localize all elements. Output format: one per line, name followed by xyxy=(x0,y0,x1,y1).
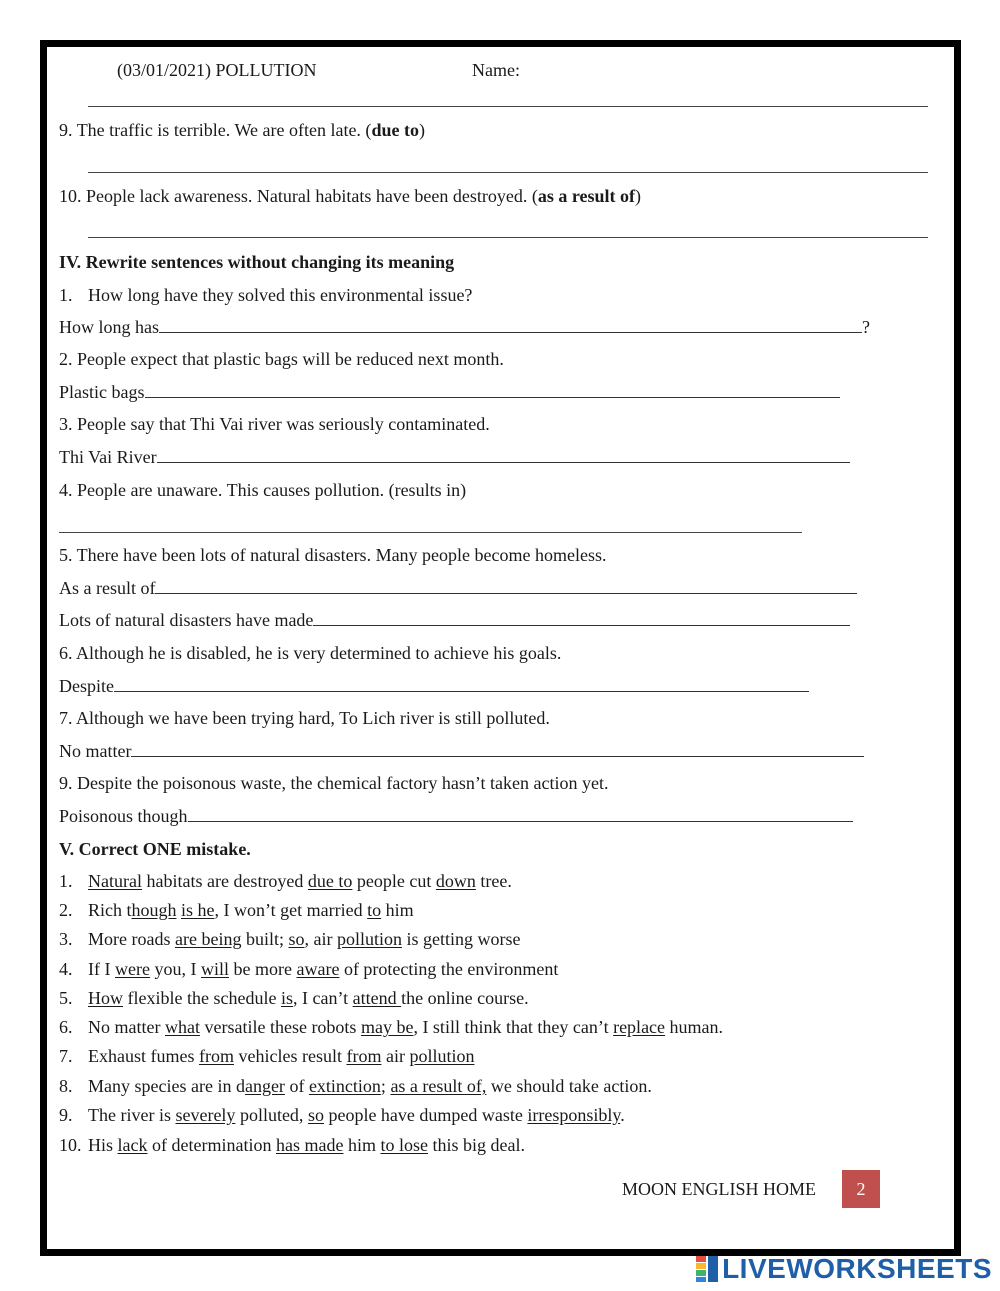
answer-blank[interactable] xyxy=(157,446,850,463)
mistake-item: 7. Exhaust fumes from vehicles result from air pollution xyxy=(59,1046,475,1066)
underlined-option[interactable]: to lose xyxy=(380,1135,428,1155)
underlined-option[interactable]: may be xyxy=(360,1017,414,1037)
mistake-item: 9. The river is severely polluted, so people have dumped waste irresponsibly. xyxy=(59,1105,625,1125)
underlined-option[interactable]: so xyxy=(288,929,305,949)
underlined-option[interactable]: so xyxy=(307,1105,324,1125)
exercise-3-item-10: 10. People lack awareness. Natural habitats have been destroyed. (as a result of) xyxy=(59,186,641,206)
answer-blank[interactable] xyxy=(188,805,853,822)
answer-blank[interactable] xyxy=(159,316,862,333)
worksheet-title: (03/01/2021) POLLUTION xyxy=(117,60,317,80)
rewrite-question-2: 2. People expect that plastic bags will be reduced next month. xyxy=(59,349,504,369)
mistake-item: 3. More roads are being built; so, air pollution is getting worse xyxy=(59,929,521,949)
underlined-option[interactable]: severely xyxy=(175,1105,236,1125)
underlined-option[interactable]: as a result of, xyxy=(390,1076,487,1096)
rewrite-question-9: 9. Despite the poisonous waste, the chemical factory hasn’t taken action yet. xyxy=(59,773,609,793)
answer-line[interactable] xyxy=(88,237,928,238)
answer-blank[interactable] xyxy=(145,381,840,398)
mistake-item: 8. Many species are in danger of extinction; as a result of, we should take action. xyxy=(59,1076,652,1096)
underlined-option[interactable]: attend xyxy=(352,988,402,1008)
underlined-option[interactable]: from xyxy=(346,1046,382,1066)
underlined-option[interactable]: down xyxy=(435,871,476,891)
rewrite-answer-6: Despite xyxy=(59,675,809,697)
footer-brand: MOON ENGLISH HOME xyxy=(622,1179,816,1199)
underlined-option[interactable]: pollution xyxy=(409,1046,475,1066)
section-5-title: V. Correct ONE mistake. xyxy=(59,839,251,859)
rewrite-question-3: 3. People say that Thi Vai river was seriously contaminated. xyxy=(59,414,490,434)
rewrite-answer-1: How long has ? xyxy=(59,317,870,337)
rewrite-question-1: 1. How long have they solved this environmental issue? xyxy=(59,285,473,305)
answer-blank[interactable] xyxy=(114,675,809,692)
underlined-option[interactable]: what xyxy=(164,1017,200,1037)
underlined-option[interactable]: aware xyxy=(296,959,340,979)
underlined-option[interactable]: to xyxy=(367,900,382,920)
section-4-title: IV. Rewrite sentences without changing its meaning xyxy=(59,252,455,272)
underlined-option[interactable]: are being xyxy=(174,929,242,949)
underlined-option[interactable]: is xyxy=(280,988,293,1008)
underlined-option[interactable]: anger xyxy=(244,1076,285,1096)
answer-line[interactable] xyxy=(88,106,928,107)
answer-line[interactable] xyxy=(88,172,928,173)
underlined-option[interactable]: due to xyxy=(307,871,353,891)
rewrite-answer-5b: Lots of natural disasters have made xyxy=(59,609,850,631)
rewrite-question-6: 6. Although he is disabled, he is very determined to achieve his goals. xyxy=(59,643,562,663)
rewrite-answer-3: Thi Vai River xyxy=(59,446,850,468)
name-label: Name: xyxy=(472,60,520,80)
liveworksheets-logo-text: LIVEWORKSHEETS xyxy=(722,1253,992,1284)
underlined-option[interactable]: hough xyxy=(131,900,177,920)
underlined-option[interactable]: How xyxy=(88,988,123,1008)
mistake-item: 4. If I were you, I will be more aware of protecting the environment xyxy=(59,959,559,979)
mistake-item: 5. How flexible the schedule is, I can’t attend the online course. xyxy=(59,988,529,1008)
underlined-option[interactable]: will xyxy=(200,959,229,979)
underlined-option[interactable]: is he xyxy=(181,900,215,920)
underlined-option[interactable]: were xyxy=(114,959,150,979)
mistake-item: 2. Rich though is he, I won’t get married to him xyxy=(59,900,414,920)
rewrite-question-4: 4. People are unaware. This causes pollution. (results in) xyxy=(59,480,467,500)
rewrite-answer-9: Poisonous though xyxy=(59,805,853,827)
underlined-option[interactable]: pollution xyxy=(336,929,402,949)
underlined-option[interactable]: replace xyxy=(613,1017,666,1037)
mistake-item: 1. Natural habitats are destroyed due to people cut down tree. xyxy=(59,871,512,891)
liveworksheets-logo-icon xyxy=(696,1256,718,1282)
answer-line[interactable] xyxy=(59,532,802,533)
rewrite-answer-2: Plastic bags xyxy=(59,381,840,403)
underlined-option[interactable]: irresponsibly xyxy=(527,1105,621,1125)
mistake-item: 6. No matter what versatile these robots may be, I still think that they can’t replace human. xyxy=(59,1017,724,1037)
underlined-option[interactable]: has made xyxy=(275,1135,344,1155)
rewrite-answer-5a: As a result of xyxy=(59,577,857,599)
rewrite-question-5: 5. There have been lots of natural disasters. Many people become homeless. xyxy=(59,545,607,565)
mistake-item: 10. His lack of determination has made him to lose this big deal. xyxy=(59,1135,525,1155)
underlined-option[interactable]: lack xyxy=(117,1135,148,1155)
rewrite-answer-7: No matter xyxy=(59,740,864,762)
rewrite-question-7: 7. Although we have been trying hard, To Lich river is still polluted. xyxy=(59,708,550,728)
exercise-3-item-9: 9. The traffic is terrible. We are often late. (due to) xyxy=(59,120,425,140)
answer-blank[interactable] xyxy=(155,577,857,594)
liveworksheets-logo xyxy=(696,1253,992,1285)
underlined-option[interactable]: extinction xyxy=(308,1076,381,1096)
underlined-option[interactable]: Natural xyxy=(88,871,142,891)
answer-blank[interactable] xyxy=(313,609,850,626)
underlined-option[interactable]: from xyxy=(198,1046,234,1066)
answer-blank[interactable] xyxy=(131,740,864,757)
page-number-badge: 2 xyxy=(842,1170,880,1208)
